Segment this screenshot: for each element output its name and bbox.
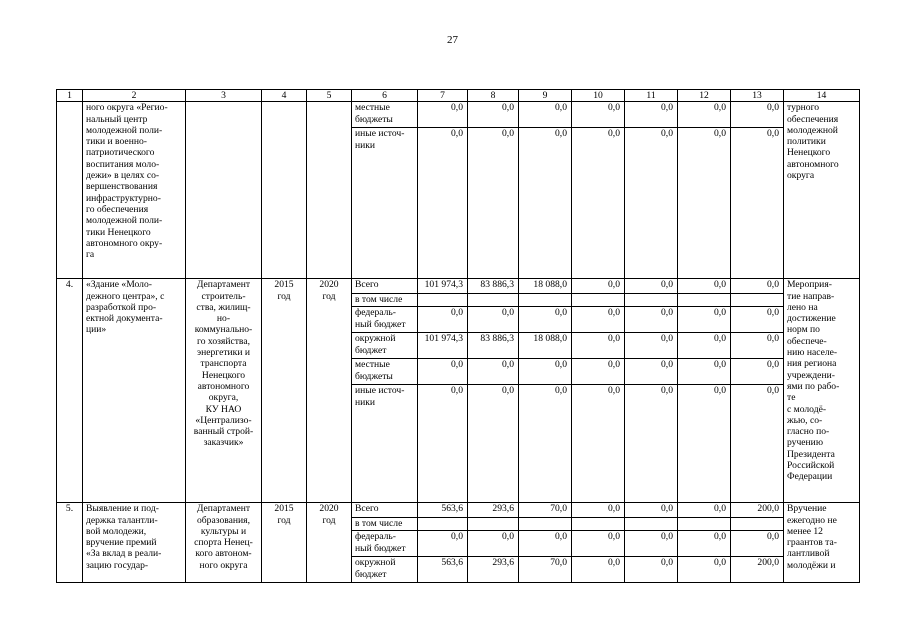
amount-cell: 0,0 — [572, 102, 625, 128]
amount-cell: 0,0 — [678, 503, 731, 518]
amount-cell: 0,0 — [678, 385, 731, 503]
amount-cell: 0,0 — [418, 307, 468, 333]
amount-cell: 0,0 — [678, 307, 731, 333]
table-row — [57, 102, 860, 128]
header-cell: 7 — [418, 90, 468, 102]
expected-result-cell: Вручение ежегодно не менее 12 граантов та- лантливой молодёжи и — [784, 503, 860, 583]
amount-cell: 0,0 — [519, 531, 572, 557]
header-cell: 2 — [83, 90, 186, 102]
amount-cell: 200,0 — [731, 557, 784, 583]
item-number-cell: 4. — [57, 279, 83, 503]
amount-cell: 83 886,3 — [468, 279, 519, 294]
amount-cell: 0,0 — [468, 531, 519, 557]
table-row — [57, 503, 860, 518]
amount-cell: 0,0 — [731, 279, 784, 294]
amount-cell: 0,0 — [625, 503, 678, 518]
amount-cell: 0,0 — [572, 307, 625, 333]
header-cell: 12 — [678, 90, 731, 102]
amount-cell: 0,0 — [572, 531, 625, 557]
amount-cell: 0,0 — [572, 503, 625, 518]
start-year-cell: 2015 год — [262, 279, 307, 503]
amount-cell — [678, 294, 731, 307]
event-name-cell: Выявление и под- держка талантли- вой молодежи, вручение премий «За вклад в реали- зацию государ- — [83, 503, 186, 583]
amount-cell: 0,0 — [678, 333, 731, 359]
amount-cell — [572, 518, 625, 531]
amount-cell: 0,0 — [731, 102, 784, 128]
amount-cell: 0,0 — [519, 307, 572, 333]
amount-cell: 0,0 — [678, 128, 731, 279]
amount-cell: 70,0 — [519, 557, 572, 583]
amount-cell — [731, 294, 784, 307]
amount-cell — [519, 518, 572, 531]
budget-table — [56, 89, 860, 583]
amount-cell — [625, 518, 678, 531]
amount-cell: 0,0 — [625, 557, 678, 583]
amount-cell: 0,0 — [468, 385, 519, 503]
amount-cell: 0,0 — [678, 359, 731, 385]
amount-cell: 0,0 — [572, 359, 625, 385]
event-name-cell: «Здание «Моло- дежного центра», с разработкой про- ектной документа- ции» — [83, 279, 186, 503]
funding-source-cell: окружной бюджет — [352, 333, 418, 359]
responsible-cell: Департамент строитель- ства, жилищ- но- коммунально- го хозяйства, энергетики и транспорта Ненецкого автономного округа, КУ НАО «Централизо- ванный строй- заказчик» — [186, 279, 262, 503]
amount-cell — [418, 294, 468, 307]
amount-cell: 0,0 — [519, 385, 572, 503]
amount-cell: 0,0 — [625, 531, 678, 557]
amount-cell: 0,0 — [572, 128, 625, 279]
amount-cell — [519, 294, 572, 307]
page-number: 27 — [447, 34, 458, 46]
header-cell: 5 — [307, 90, 352, 102]
amount-cell: 18 088,0 — [519, 333, 572, 359]
header-cell: 6 — [352, 90, 418, 102]
amount-cell — [468, 518, 519, 531]
header-cell: 9 — [519, 90, 572, 102]
amount-cell: 0,0 — [418, 531, 468, 557]
amount-cell: 0,0 — [625, 307, 678, 333]
amount-cell: 0,0 — [731, 531, 784, 557]
responsible-cell: Департамент образования, культуры и спорта Ненец- кого автоном- ного округа — [186, 503, 262, 583]
item-number-cell — [57, 102, 83, 279]
amount-cell: 0,0 — [678, 557, 731, 583]
amount-cell: 18 088,0 — [519, 279, 572, 294]
amount-cell: 0,0 — [468, 102, 519, 128]
header-cell: 8 — [468, 90, 519, 102]
amount-cell: 0,0 — [418, 128, 468, 279]
amount-cell: 0,0 — [468, 359, 519, 385]
amount-cell: 83 886,3 — [468, 333, 519, 359]
item-number-cell: 5. — [57, 503, 83, 583]
amount-cell — [678, 518, 731, 531]
amount-cell — [418, 518, 468, 531]
header-cell: 11 — [625, 90, 678, 102]
amount-cell: 0,0 — [731, 385, 784, 503]
responsible-cell — [186, 102, 262, 279]
amount-cell: 0,0 — [519, 359, 572, 385]
amount-cell — [625, 294, 678, 307]
header-cell: 3 — [186, 90, 262, 102]
amount-cell: 0,0 — [572, 279, 625, 294]
amount-cell: 563,6 — [418, 503, 468, 518]
funding-source-cell: окружной бюджет — [352, 557, 418, 583]
amount-cell: 0,0 — [519, 102, 572, 128]
start-year-cell: 2015 год — [262, 503, 307, 583]
funding-source-cell: федераль- ный бюджет — [352, 307, 418, 333]
header-cell: 14 — [784, 90, 860, 102]
amount-cell: 293,6 — [468, 503, 519, 518]
funding-source-cell: иные источ- ники — [352, 385, 418, 503]
amount-cell: 0,0 — [731, 128, 784, 279]
table-row — [57, 279, 860, 294]
header-row — [57, 90, 860, 102]
amount-cell: 563,6 — [418, 557, 468, 583]
funding-source-cell: Всего — [352, 503, 418, 518]
amount-cell: 0,0 — [731, 307, 784, 333]
amount-cell: 0,0 — [625, 359, 678, 385]
funding-source-cell: иные источ- ники — [352, 128, 418, 279]
amount-cell: 293,6 — [468, 557, 519, 583]
amount-cell: 0,0 — [572, 385, 625, 503]
expected-result-cell: турного обеспечения молодежной политики Ненецкого автономного округа — [784, 102, 860, 279]
amount-cell: 70,0 — [519, 503, 572, 518]
header-cell: 4 — [262, 90, 307, 102]
header-cell: 10 — [572, 90, 625, 102]
amount-cell: 0,0 — [731, 333, 784, 359]
amount-cell: 0,0 — [572, 333, 625, 359]
funding-source-cell: местные бюджеты — [352, 102, 418, 128]
amount-cell: 0,0 — [625, 279, 678, 294]
amount-cell: 0,0 — [418, 359, 468, 385]
funding-source-cell: местные бюджеты — [352, 359, 418, 385]
amount-cell: 0,0 — [468, 307, 519, 333]
funding-source-cell: федераль- ный бюджет — [352, 531, 418, 557]
amount-cell: 0,0 — [678, 531, 731, 557]
amount-cell: 0,0 — [519, 128, 572, 279]
amount-cell: 0,0 — [418, 102, 468, 128]
amount-cell: 0,0 — [678, 279, 731, 294]
end-year-cell: 2020 год — [307, 503, 352, 583]
funding-source-cell: в том числе — [352, 518, 418, 531]
amount-cell — [468, 294, 519, 307]
funding-source-cell: Всего — [352, 279, 418, 294]
amount-cell: 0,0 — [625, 128, 678, 279]
event-name-cell: ного округа «Регио- нальный центр молодежной поли- тики и военно- патриотического воспитания моло- дежи» в целях со- вершенствования инфраструктурно- го обеспечения молодежной поли- тики Ненецкого автономного окру- га — [83, 102, 186, 279]
amount-cell — [731, 518, 784, 531]
header-cell: 1 — [57, 90, 83, 102]
amount-cell: 0,0 — [678, 102, 731, 128]
amount-cell: 0,0 — [572, 557, 625, 583]
amount-cell: 0,0 — [625, 333, 678, 359]
amount-cell: 0,0 — [731, 359, 784, 385]
end-year-cell — [307, 102, 352, 279]
amount-cell — [572, 294, 625, 307]
amount-cell: 0,0 — [625, 385, 678, 503]
end-year-cell: 2020 год — [307, 279, 352, 503]
amount-cell: 0,0 — [468, 128, 519, 279]
header-cell: 13 — [731, 90, 784, 102]
amount-cell: 0,0 — [418, 385, 468, 503]
amount-cell: 200,0 — [731, 503, 784, 518]
amount-cell: 101 974,3 — [418, 333, 468, 359]
start-year-cell — [262, 102, 307, 279]
expected-result-cell: Мероприя- тие направ- лено на достижение норм по обеспече- нию населе- ния региона учреждени- ями по рабо- те с молодё- жью, со- гласно по- ручению Президента Российской Федерации — [784, 279, 860, 503]
funding-source-cell: в том числе — [352, 294, 418, 307]
amount-cell: 0,0 — [625, 102, 678, 128]
amount-cell: 101 974,3 — [418, 279, 468, 294]
